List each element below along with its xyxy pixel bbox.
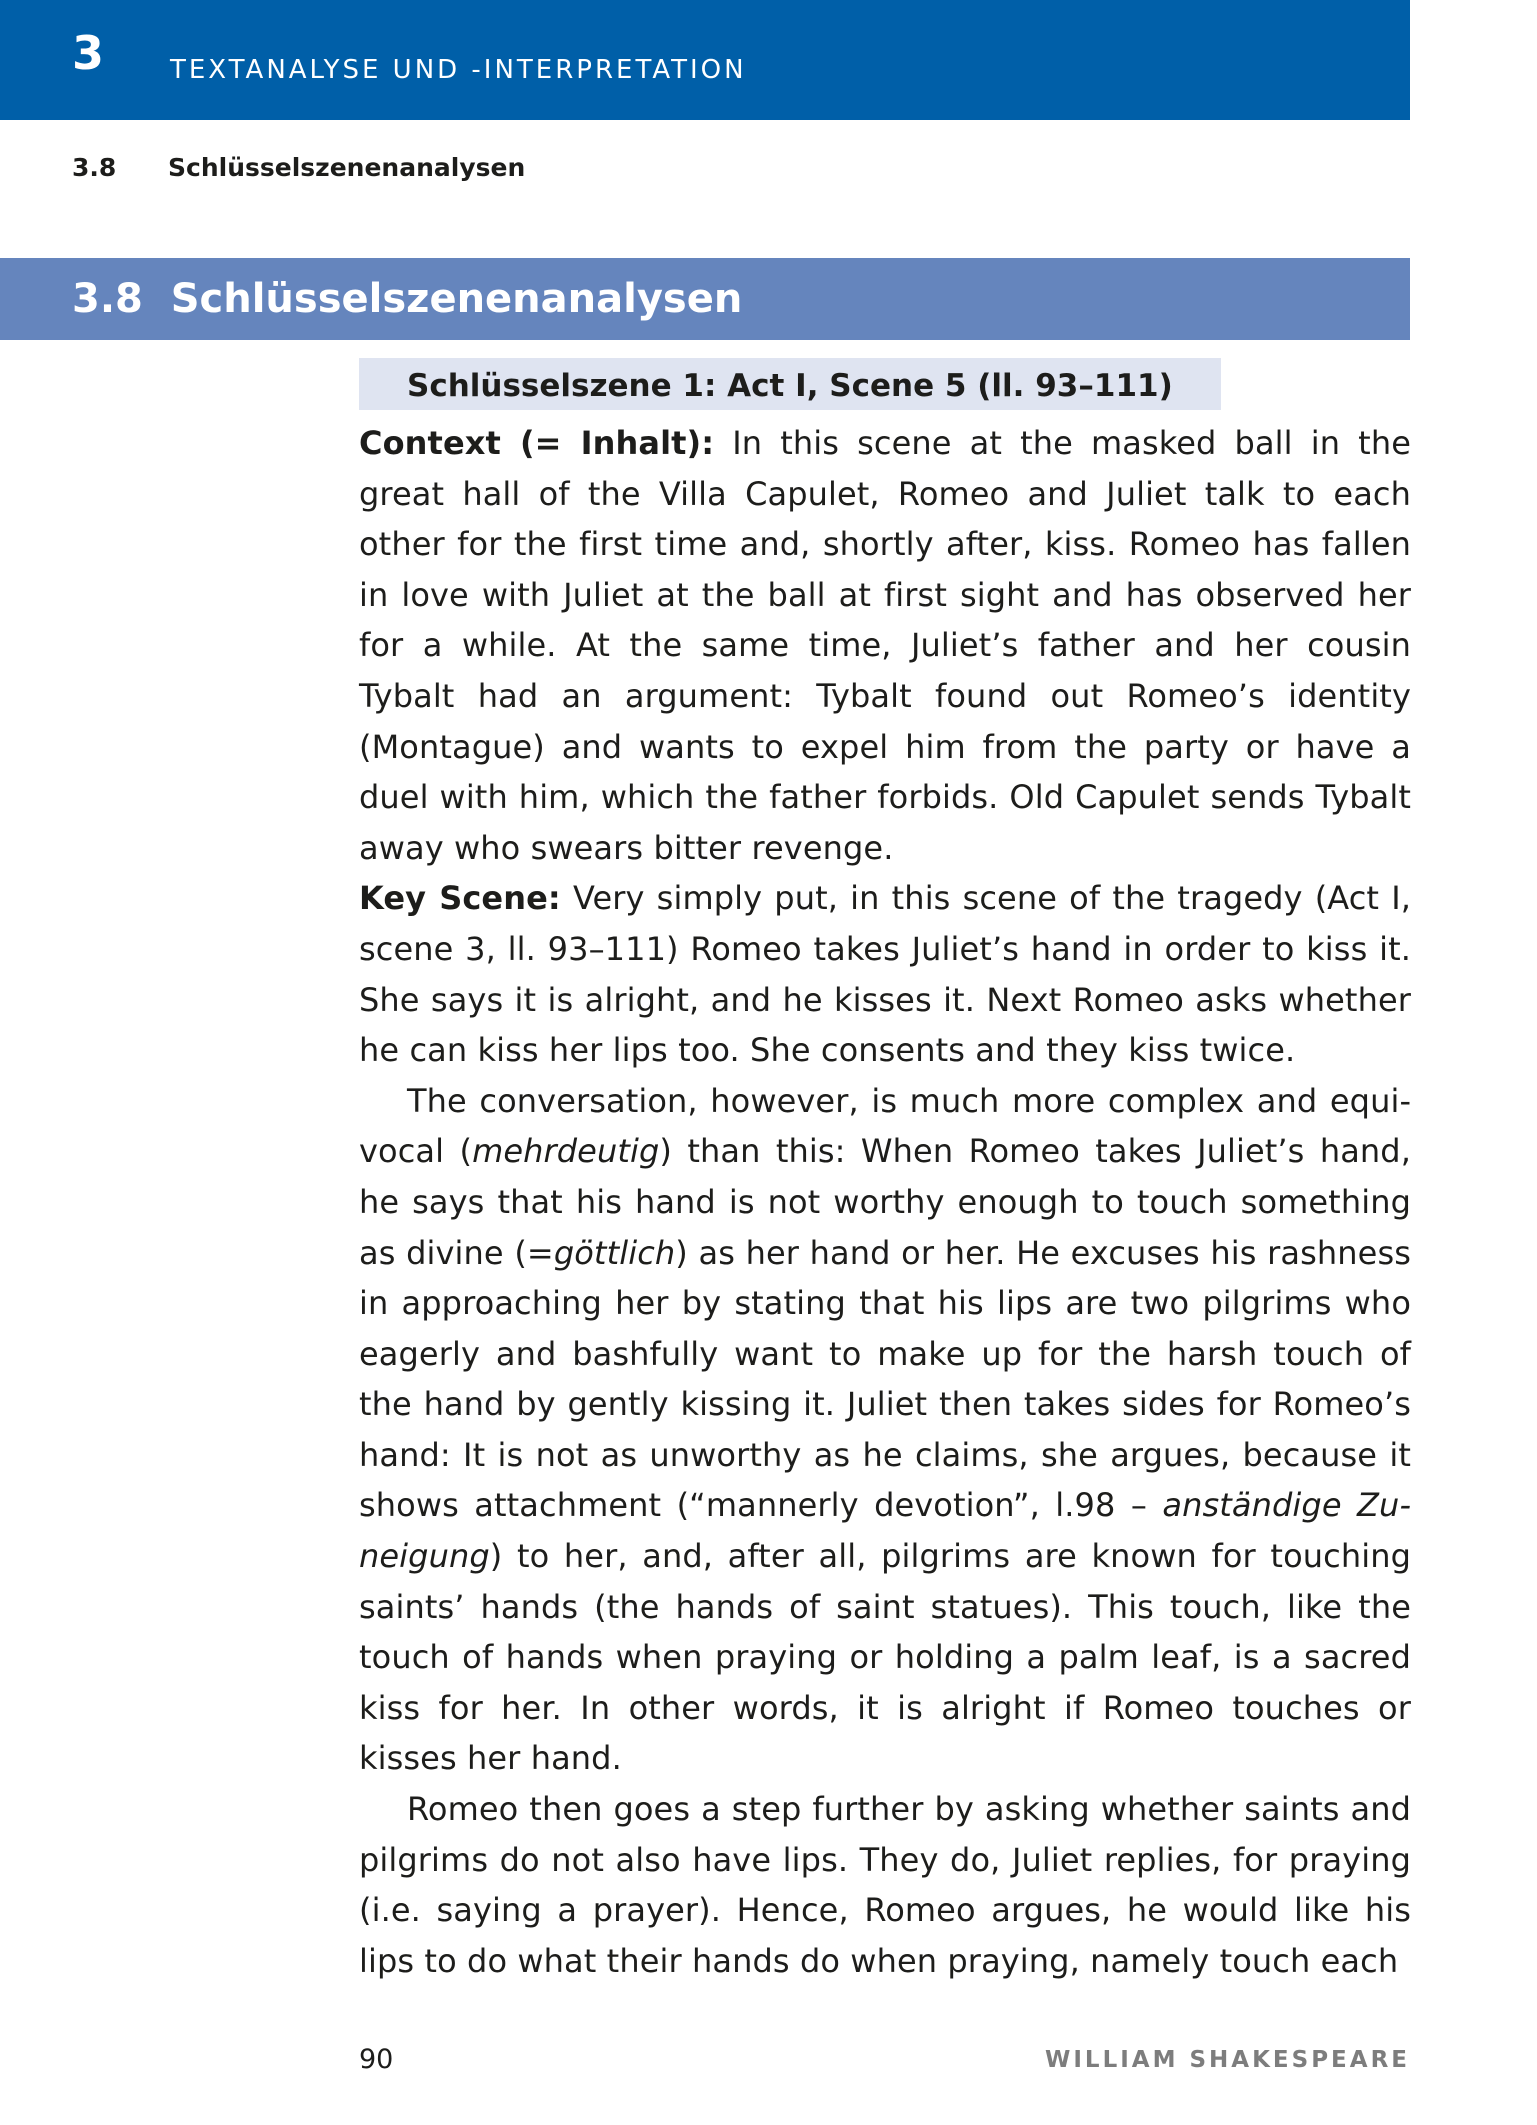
scene-label-box (359, 358, 1221, 410)
analysis-text-3: ) as her hand or her. He excuses his rashness in approaching her by stating that his lips are two pilgrims who eagerly and bashfully want to make up for the harsh touch of the hand by gently kissing it. Juliet then takes sides for Romeo’s hand: It is not as unworthy as he claims, she argues, because it shows attachment (“mannerly devotion”, l.98 – (359, 1233, 1411, 1525)
analysis-text-1: The conversation, however, is much more complex and equivocal ( (359, 1081, 1411, 1171)
chapter-header-bar (0, 0, 1410, 120)
analysis-text-2: ) than this: When Romeo takes Juliet’s hand, he says that his hand is not worthy enough to touch something as divine (= (359, 1132, 1411, 1272)
chapter-title: TEXTANALYSE UND -INTERPRETATION (170, 55, 747, 85)
gloss-goettlich: göttlich (553, 1233, 676, 1272)
section-heading-bar (0, 258, 1410, 340)
gloss-zuneigung: anständige Zuneigung (359, 1486, 1411, 1576)
continuation-paragraph: Romeo then goes a step further by asking whether saints and pilgrims do not also have lips. They do, Juliet replies, for praying (i.e. saying a prayer). Hence, Romeo argues, he would like his lips to do what their hands do when praying, namely touch each (359, 1790, 1411, 1980)
book-title: WILLIAM SHAKESPEARE (1045, 2047, 1410, 2073)
running-section-number: 3.8 (72, 153, 117, 182)
scene-label: Schlüsselszene 1: Act I, Scene 5 (ll. 93–111) (407, 368, 1173, 404)
key-scene-paragraph (359, 873, 1411, 1075)
analysis-paragraph (359, 1076, 1411, 1784)
chapter-number: 3 (72, 26, 105, 80)
gloss-mehrdeutig: mehrdeutig (472, 1132, 660, 1171)
key-scene-label: Key Scene: (359, 879, 561, 918)
body-text (359, 418, 1411, 1986)
key-scene-text: Very simply put, in this scene of the tragedy (Act I, scene 3, ll. 93–111) Romeo takes Juliet’s hand in order to kiss it. She says it is alright, and he kisses it. Next Romeo asks whether he can kiss her lips too. She consents and they kiss twice. (359, 879, 1411, 1070)
context-label: Context (= Inhalt): (359, 424, 715, 462)
context-paragraph (359, 418, 1411, 873)
analysis-text-4: ) to her, and, after all, pilgrims are known for touching saints’ hands (the hands of saint statues). This touch, like the touch of hands when praying or holding a palm leaf, is a sacred kiss for her. In other words, it is alright if Romeo touches or kisses her hand. (359, 1537, 1411, 1778)
context-text: In this scene at the masked ball in the great hall of the Villa Capulet, Romeo and Juliet talk to each other for the first time and, shortly after, kiss. Romeo has fallen in love with Juliet at the ball at first sight and has observed her for a while. At the same time, Juliet’s father and her cousin Tybalt had an argument: Tybalt found out Romeo’s identity (Montague) and wants to expel him from the party or have a duel with him, which the father forbids. Old Capulet sends Tybalt away who swears bitter revenge. (359, 424, 1411, 867)
running-section-title: Schlüsselszenenanalysen (168, 153, 526, 182)
section-heading: 3.8 Schlüsselszenenanalysen (72, 276, 743, 322)
page-number: 90 (359, 2044, 394, 2075)
